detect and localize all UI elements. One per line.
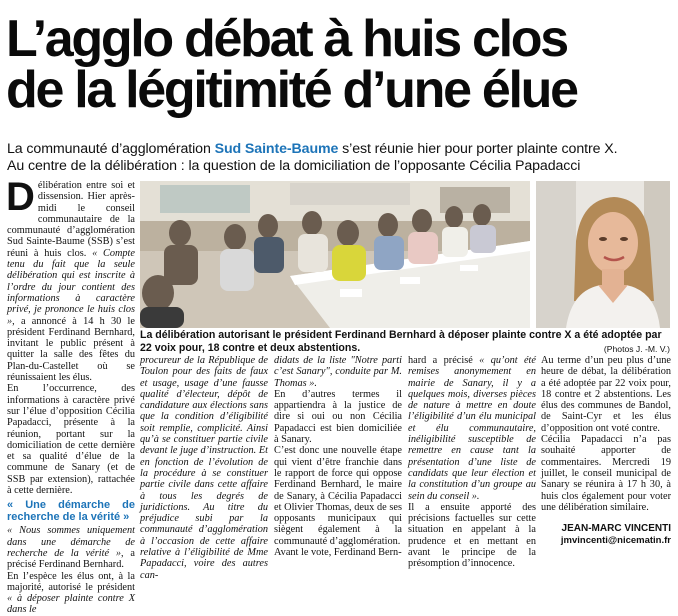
- subhead-text-end: s’est réunie hier pour porter plainte contre X.: [338, 141, 618, 157]
- photo-caption: [140, 329, 670, 355]
- paragraph-text: , a précisé Ferdinand Bernhard.: [7, 547, 136, 571]
- photo-council-meeting: [140, 181, 530, 328]
- quote: « Compte tenu du fait que la seule délibération qui est inscrite à l’ordre du jour contient des informations à caractère privé, je prononce le huis clos »: [7, 247, 135, 327]
- subheadline: [7, 141, 675, 175]
- subhead-text: La communauté d’agglomération: [7, 141, 215, 157]
- paragraph: Avant le vote, Ferdinand Bern-: [274, 547, 402, 559]
- paragraph-text: , a annoncé à 14 h 30 le président Ferdinand Bernhard, invitant le public présent à quitter la salle des fêtes du Plan-du-Castellet où se réunissaient les élus.: [7, 315, 135, 384]
- paragraph-text: En l’espèce les élus ont, à la majorité, autorisé le président: [7, 570, 135, 593]
- article-column-1: [6, 175, 136, 616]
- quote: « à déposer plainte contre X dans le: [7, 593, 135, 616]
- author-email: jmvincenti@nicematin.fr: [560, 535, 671, 547]
- paragraph: C’est donc une nouvelle étape qui vient d’être franchie dans le rapport de force qui oppose Ferdinand Bernhard, le maire de Sanary, à Cécilia Papadacci et Olivier Thomas, deux de ses opposants municipaux qui siègent également à la communauté d’agglomération.: [274, 445, 402, 547]
- photo-portrait: [536, 181, 670, 328]
- paragraph-text: élibération entre soi et dissension. Hier après-midi le conseil communautaire de la communauté d’agglomération Sud Sainte-Baume (SSB) s’est réuni à huis clos.: [7, 180, 135, 259]
- paragraph: Au terme d’un peu plus d’une heure de débat, la délibération a été adoptée par 22 voix pour, 18 contre et 2 abstentions. Les élus des communes de Bandol, de Saint-Cyr et les élus d’opposition ont voté contre.: [541, 355, 671, 434]
- article-column-5: [541, 355, 671, 547]
- paragraph: En l’occurrence, des informations à caractère privé sur l’élue d’opposition Cécilia Papadacci, présente à la réunion, portant sur la domiciliation de cette dernière et sa qualité d’élue de la commune de Sanary (et de SSB par extension), rattachée à cette dernière.: [7, 383, 135, 497]
- paragraph: Il a ensuite apporté des précisions factuelles sur cette situation en appelant à la prudence et en mettant en avant le principe de la présomption d’innocence.: [408, 501, 536, 570]
- paragraph-text: hard a précisé: [408, 355, 473, 366]
- quote: « qu’ont été remises anonymement en mairie de Sanary, il y a quelques mois, diverses pièces de nature à mettre en doute l’éligibilité d’un élu municipal et élu communautaire, inéligibilité susceptible de remettre en cause tant la présentation d’une liste de candidats que leur élection et la constitution d’un groupe au sein du conseil ».: [408, 355, 536, 502]
- subhead-line-1: [7, 141, 675, 158]
- article-column-4: [408, 355, 536, 570]
- subhead-accent-place: Sud Sainte-Baume: [214, 141, 339, 157]
- paragraph: En d’autres termes il appartiendra à la justice de dire si oui ou non Cécilia Papadacci est bien domiciliée à Sanary.: [274, 388, 402, 446]
- headline: [6, 10, 672, 119]
- headline-line-2: de la légitimité d’une élue: [6, 61, 577, 119]
- photo-credit: (Photos J. -M. V.): [603, 343, 670, 354]
- article-column-3: [274, 355, 402, 558]
- quote: « Nous sommes uniquement dans une démarche de recherche de la vérité »: [7, 525, 135, 559]
- crosshead: « Une démarche de recherche de la vérité »: [7, 499, 135, 524]
- author-name: JEAN-MARC VINCENTI: [561, 523, 671, 535]
- paragraph: [7, 571, 135, 616]
- paragraph: didats de la liste "Notre parti c’est Sanary", conduite par M. Thomas ».: [274, 355, 402, 389]
- headline-line-1: L’agglo débat à huis clos: [6, 10, 567, 68]
- subhead-line-2: Au centre de la délibération : la question de la domiciliation de l’opposante Cécilia Papadacci: [7, 158, 581, 174]
- article-column-2: [140, 355, 268, 581]
- paragraph: [7, 525, 135, 570]
- paragraph: Cécilia Papadacci n’a pas souhaité apporter de commentaires. Mercredi 19 juillet, le conseil municipal de Sanary se réunira à 17 h 30, à huis clos également pour voter une délibération similaire.: [541, 434, 671, 513]
- paragraph: procureur de la République de Toulon pour des faits de faux et usage, usage d’une fausse qualité d’électeur, dépôt de candidature aux élections sans que la condition d’éligibilité soit remplie, complicité. Ainsi qu’à se constituer partie civile devant le juge d’instruction. Et en fonction de l’évolution de la procédure à se constituer partie civile dans cette affaire à tous les degrés de juridictions. Au titre du préjudice subi par la communauté d’agglomération à l’occasion de cette affaire relative à l’éligibilité de Mme Papadacci, voire des autres can-: [140, 355, 268, 581]
- drop-cap: D: [6, 175, 35, 219]
- caption-text: La délibération autorisant le président Ferdinand Bernhard à déposer plainte contre X a été adoptée par 22 voix pour, 18 contre et deux abstentions.: [140, 329, 662, 354]
- lead-paragraph: [6, 175, 135, 384]
- paragraph: [408, 355, 536, 502]
